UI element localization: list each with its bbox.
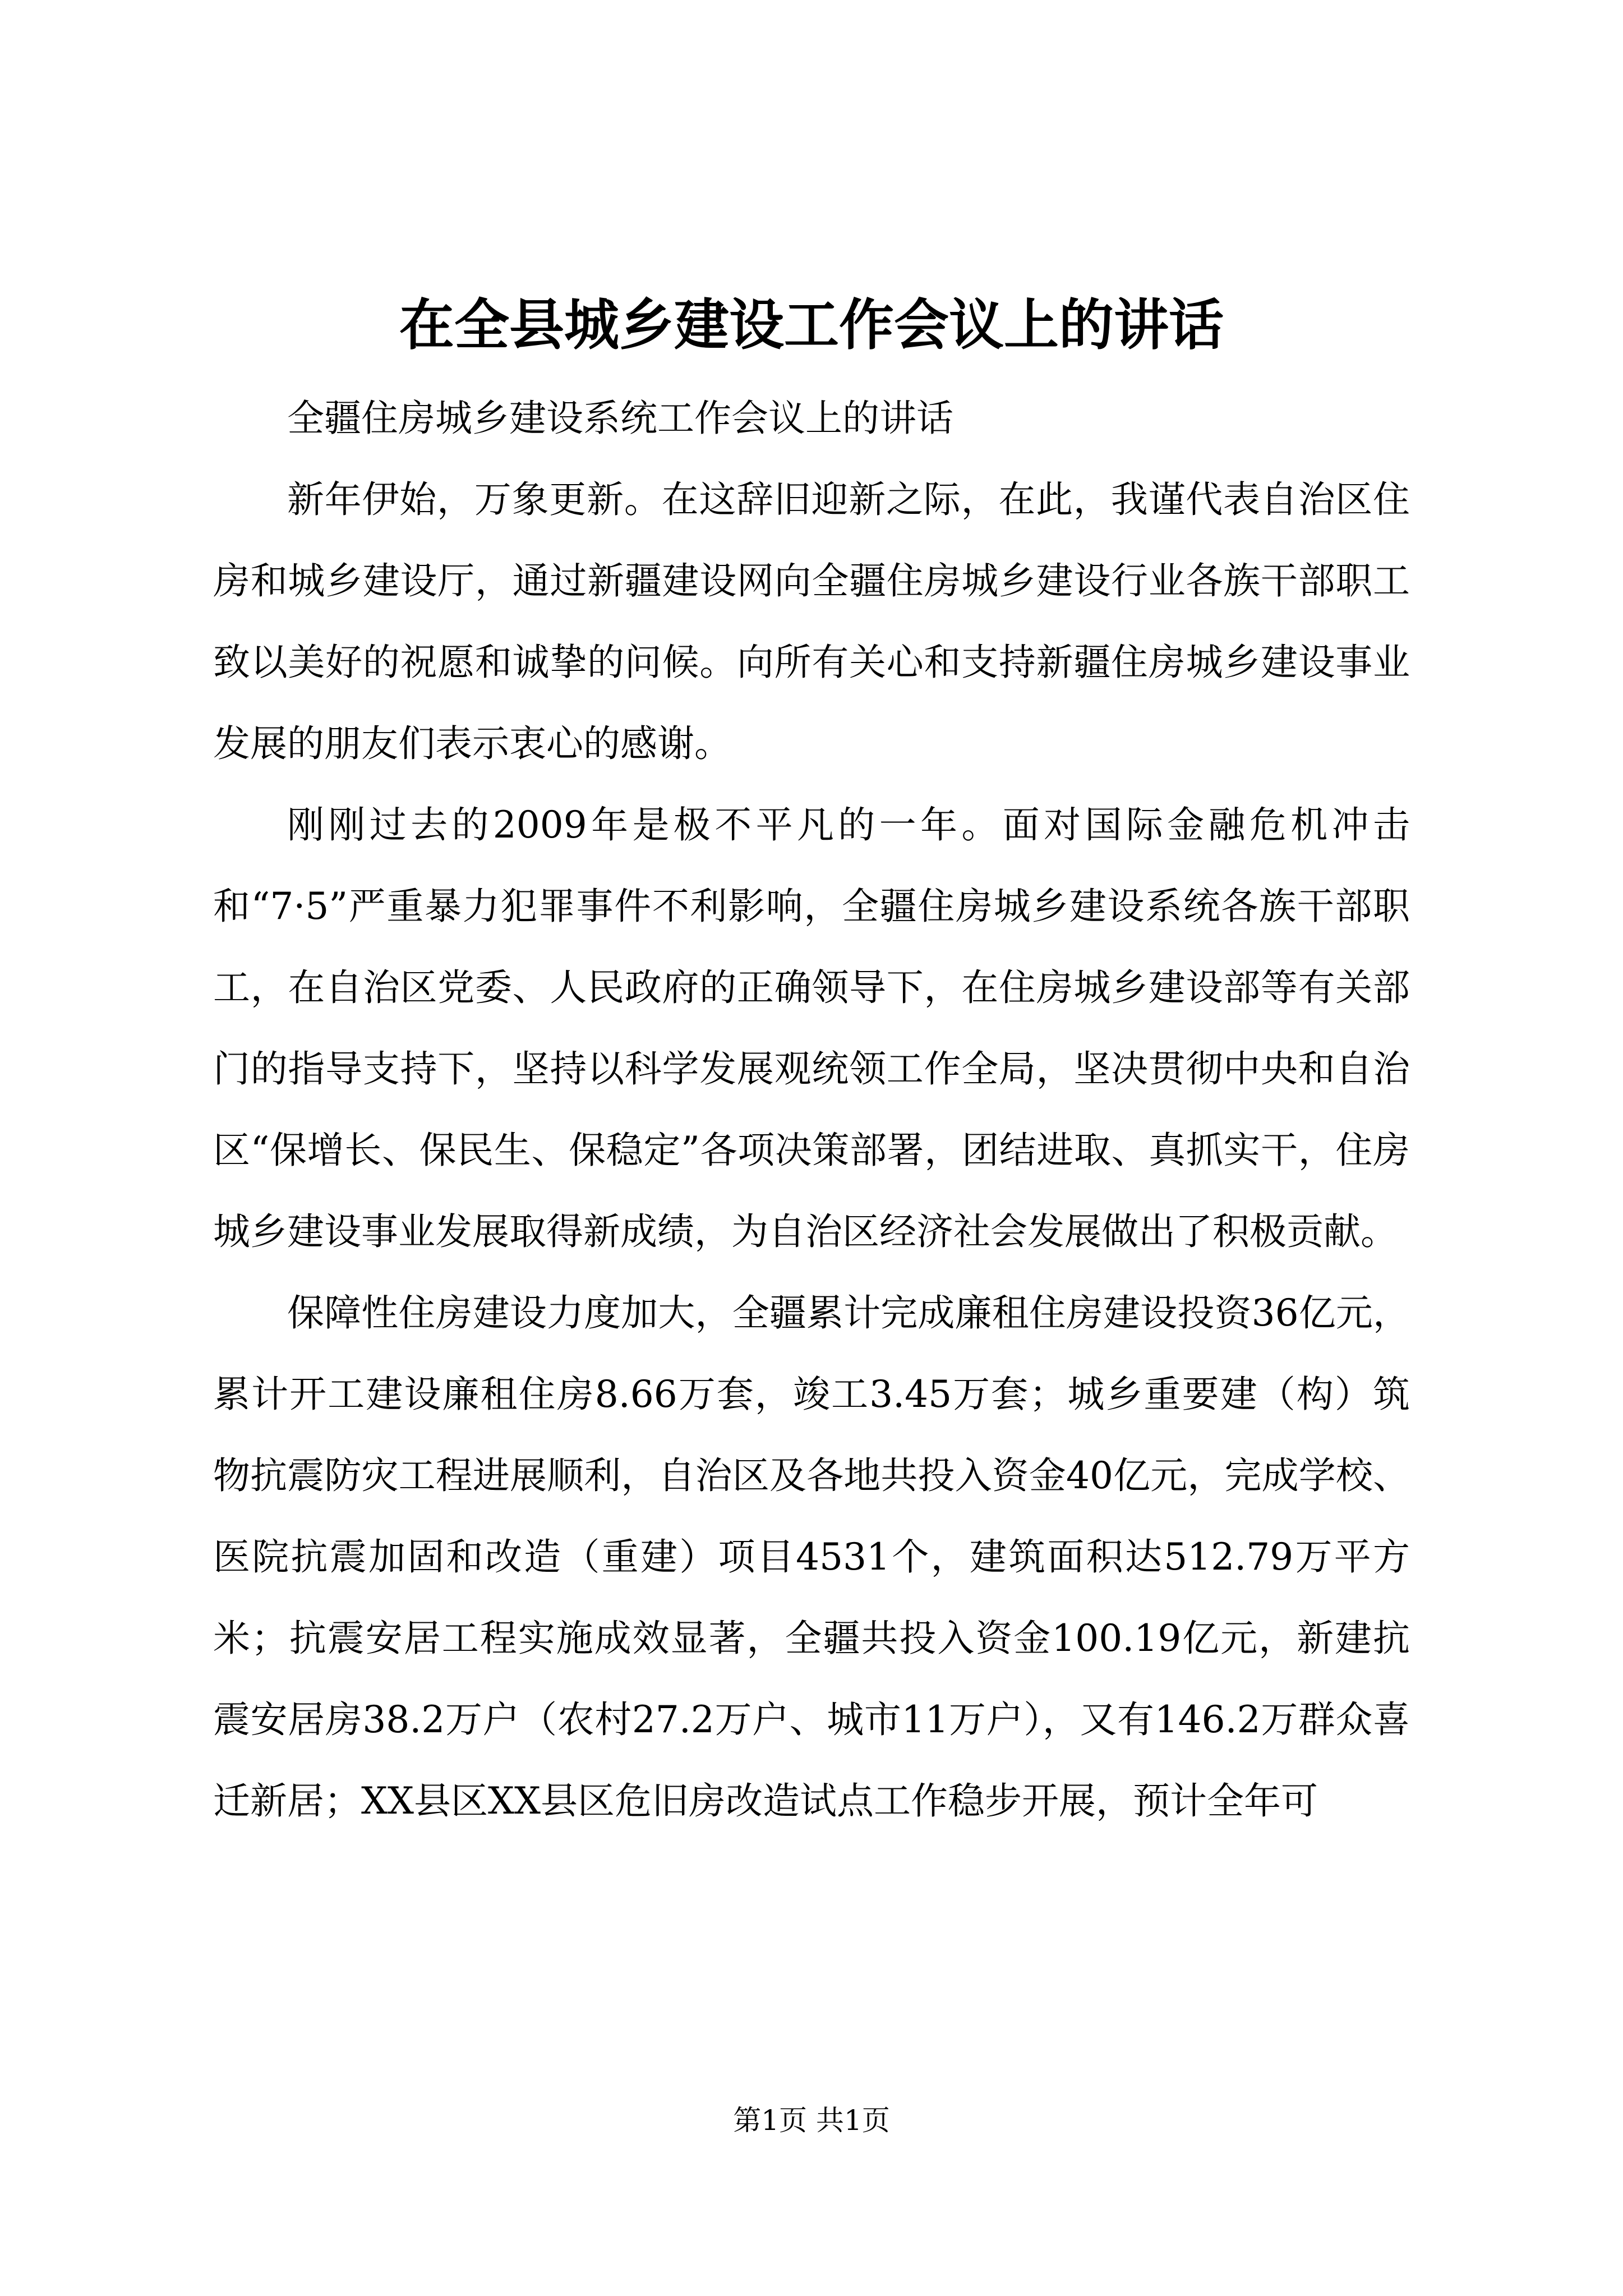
page-number-footer: 第1页 共1页 bbox=[733, 2104, 890, 2137]
body-paragraph-3: 保障性住房建设力度加大，全疆累计完成廉租住房建设投资36亿元，累计开工建设廉租住房8.66万套，竣工3.45万套；城乡重要建（构）筑物抗震防灾工程进展顺利，自治区及各地共投入资金40亿元，完成学校、医院抗震加固和改造（重建）项目4531个，建筑面积达512.79万平方米；抗震安居工程实施成效显著，全疆共投入资金100.19亿元，新建抗震安居房38.2万户（农村27.2万户、城市11万户），又有146.2万群众喜迁新居；XX县区XX县区危旧房改造试点工作稳步开展，预计全年可 bbox=[213, 1291, 1410, 1823]
document-body bbox=[213, 378, 1410, 1842]
body-paragraph-2: 刚刚过去的2009年是极不平凡的一年。面对国际金融危机冲击和“7·5”严重暴力犯罪事件不利影响，全疆住房城乡建设系统各族干部职工，在自治区党委、人民政府的正确领导下，在住房城乡建设部等有关部门的指导支持下，坚持以科学发展观统领工作全局，坚决贯彻中央和自治区“保增长、保民生、保稳定”各项决策部署，团结进取、真抓实干，住房城乡建设事业发展取得新成绩，为自治区经济社会发展做出了积极贡献。 bbox=[213, 803, 1410, 1253]
subtitle-paragraph: 全疆住房城乡建设系统工作会议上的讲话 bbox=[287, 397, 953, 440]
body-paragraph-1: 新年伊始，万象更新。在这辞旧迎新之际，在此，我谨代表自治区住房和城乡建设厅，通过新疆建设网向全疆住房城乡建设行业各族干部职工致以美好的祝愿和诚挚的问候。向所有关心和支持新疆住房城乡建设事业发展的朋友们表示衷心的感谢。 bbox=[213, 478, 1410, 765]
document-title: 在全县城乡建设工作会议上的讲话 bbox=[399, 293, 1224, 357]
